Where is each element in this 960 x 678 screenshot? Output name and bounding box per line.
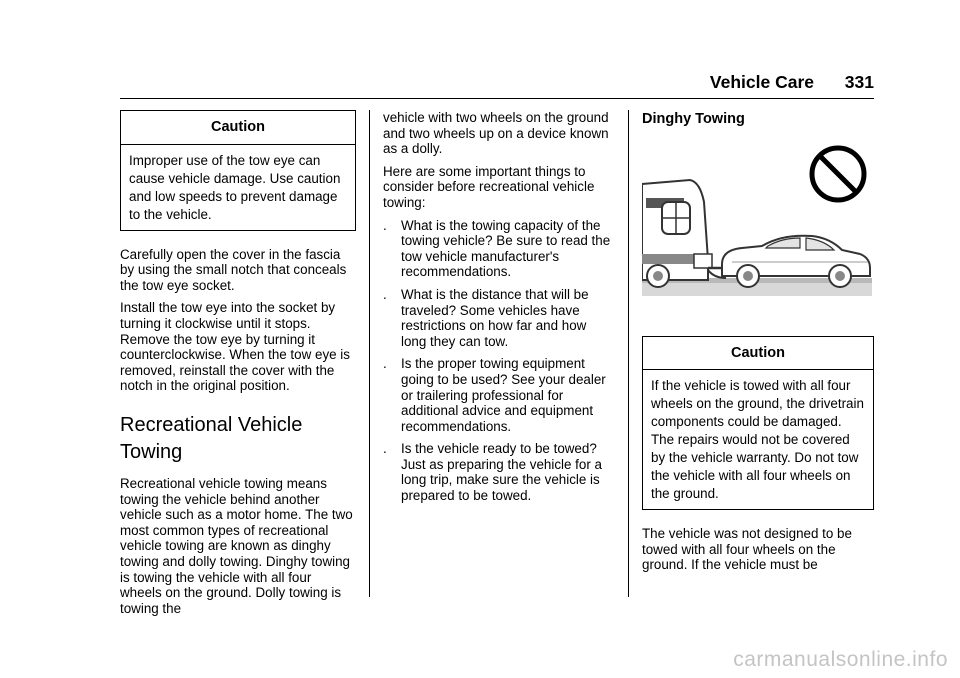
list-item-text: What is the towing capacity of the towing vehicle? Be sure to read the tow vehicle manufacturer's recommendations. bbox=[401, 217, 611, 280]
heading-dinghy-towing: Dinghy Towing bbox=[642, 111, 745, 127]
paragraph-install-tow-eye: Install the tow eye into the socket by turning it clockwise until it stops. Remove the tow eye by turning it counterclockwise. When the tow eye is removed, reinstall the cover with the notch in the original position. bbox=[120, 300, 350, 394]
list-item bbox=[383, 441, 615, 503]
bullet-marker: . bbox=[383, 356, 387, 372]
caution-title: Caution bbox=[121, 111, 355, 145]
list-item bbox=[383, 356, 615, 434]
paragraph-considerations: Here are some important things to consider before recreational vehicle towing: bbox=[383, 163, 595, 210]
paragraph-recreational-towing: Recreational vehicle towing means towing the vehicle behind another vehicle such as a motor home. The two most common types of recreational vehicle towing are known as dinghy towing and dolly towing. Dinghy towing is towing the vehicle with all four wheels on the ground. Dolly towing is towing the bbox=[120, 475, 353, 616]
column-1 bbox=[120, 110, 356, 623]
list-item-text: What is the distance that will be traveled? Some vehicles have restrictions on how far and how long they can tow. bbox=[401, 286, 589, 349]
header-title: Vehicle Care bbox=[709, 72, 814, 92]
list-item bbox=[383, 287, 615, 349]
paragraph-open-cover: Carefully open the cover in the fascia by using the small notch that conceals the tow eye socket. bbox=[120, 246, 347, 293]
paragraph-dolly-continued: vehicle with two wheels on the ground and two wheels up on a device known as a dolly. bbox=[383, 110, 609, 157]
watermark: carmanualsonline.info bbox=[733, 648, 948, 671]
caution-text: Improper use of the tow eye can cause vehicle damage. Use caution and low speeds to prevent damage to the vehicle. bbox=[129, 152, 341, 222]
caution-box-dinghy bbox=[642, 336, 874, 511]
section-heading-recreational-towing: Recreational Vehicle Towing bbox=[120, 413, 303, 463]
column-2 bbox=[383, 110, 615, 511]
caution-text: If the vehicle is towed with all four wheels on the ground, the drivetrain components could be damaged. The repairs would not be covered by the vehicle warranty. Do not tow the vehicle with all four wheels on the ground. bbox=[651, 378, 864, 502]
caution-box-tow-eye bbox=[120, 110, 356, 231]
column-divider-1 bbox=[369, 110, 370, 597]
column-3 bbox=[642, 110, 874, 580]
page-header bbox=[120, 72, 874, 99]
dinghy-towing-prohibited-illustration bbox=[642, 142, 872, 318]
bullet-marker: . bbox=[383, 286, 387, 302]
bullet-marker: . bbox=[383, 217, 387, 233]
list-item-text: Is the vehicle ready to be towed? Just as preparing the vehicle for a long trip, make sure the vehicle is prepared to be towed. bbox=[401, 441, 602, 504]
considerations-list bbox=[383, 218, 615, 504]
column-divider-2 bbox=[628, 110, 629, 597]
bullet-marker: . bbox=[383, 441, 387, 457]
list-item bbox=[383, 218, 615, 280]
list-item-text: Is the proper towing equipment going to be used? See your dealer or trailering professional for additional advice and equipment recommendations. bbox=[401, 356, 606, 434]
paragraph-not-designed: The vehicle was not designed to be towed with all four wheels on the ground. If the vehicle must be bbox=[642, 526, 852, 573]
page-number: 331 bbox=[844, 72, 874, 92]
caution-title: Caution bbox=[643, 337, 873, 371]
